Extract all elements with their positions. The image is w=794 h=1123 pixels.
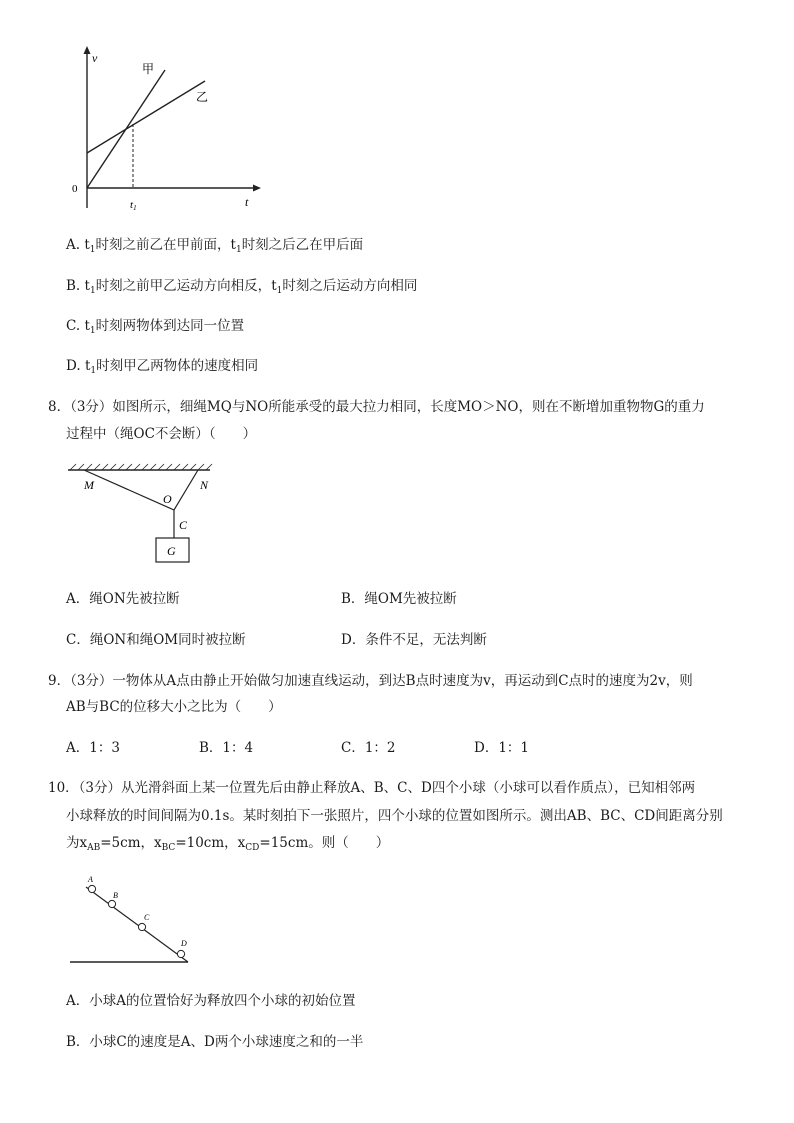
q7-option-a: A. $t_1$时刻之前乙在甲前面，$t_1$时刻之后乙在甲后面 [66,237,364,255]
q9-option-d: D．1：1 [474,740,530,756]
label-b: B [113,891,118,900]
label-m: M [84,478,94,492]
x-axis-label: t [245,195,249,209]
q7-option-c: C. $t_1$时刻两物体到达同一位置 [66,318,245,336]
q8-option-b: B．绳OM先被拉断 [341,591,457,607]
y-axis-label: v [92,51,98,65]
q10-option-a: A．小球A的位置恰好为释放四个小球的初始位置 [66,993,356,1009]
incline-figure [62,870,202,970]
q8-option-c: C．绳ON和绳OM同时被拉断 [66,632,246,648]
x-axis-arrow [253,185,261,192]
q10-stem-line3: 为$x_{AB}=5cm$，$x_{BC}=10cm$，$x_{CD}=15cm$。则（ ） [66,835,390,853]
ball-c [138,923,145,930]
q9-option-a: A．1：3 [66,740,120,756]
label-c: C [144,913,150,922]
q9-stem-line2: AB与BC的位移大小之比为（ ） [66,699,282,715]
y-axis-arrow [84,46,91,54]
line-yi [87,81,205,153]
q8-stem-line1: 8．（3分）如图所示，细绳MQ与NO所能承受的最大拉力相同，长度MO＞NO，则在不断增加重物物G的重力 [48,399,705,415]
q9-stem-line1: 9．（3分）一物体从A点由静止开始做匀加速直线运动，到达B点时速度为v，再运动到C点时的速度为2v，则 [48,673,693,689]
q10-stem-line2: 小球释放的时间间隔为0.1s。某时刻拍下一张照片，四个小球的位置如图所示。测出AB、BC、CD间距离分别 [66,808,723,824]
q10-stem-line1: 10．（3分）从光滑斜面上某一位置先后由静止释放A、B、C、D四个小球（小球可以看作质点），已知相邻两 [48,780,696,796]
q10-option-b: B．小球C的速度是A、D两个小球速度之和的一半 [66,1034,364,1050]
q8-stem-line2: 过程中（绳OC不会断）（ ） [66,426,257,442]
rope-figure [62,460,222,570]
ceiling-hatching [70,464,212,470]
q7-option-b: B. $t_1$时刻之前甲乙运动方向相反，$t_1$时刻之后运动方向相同 [66,278,418,296]
q7-option-d: D. $t_1$时刻甲乙两物体的速度相同 [66,358,259,376]
rope-on [174,470,198,510]
label-a: A [88,875,93,884]
label-c: C [179,518,188,532]
rope-om [84,470,174,510]
incline-line [86,887,188,962]
label-n: N [200,478,209,492]
origin-label: 0 [72,183,78,195]
label-d: D [181,939,187,948]
q9-option-c: C．1：2 [341,740,396,756]
q9-option-b: B．1：4 [199,740,254,756]
ball-a [88,885,95,892]
label-g: G [167,544,176,558]
vt-graph [55,40,275,220]
line-yi-label: 乙 [196,90,209,104]
label-o: O [163,492,172,506]
t1-label: t1 [130,199,137,212]
line-jia-label: 甲 [142,62,155,76]
ball-b [108,900,115,907]
ball-d [177,950,184,957]
q8-option-d: D．条件不足，无法判断 [341,632,487,648]
q8-option-a: A．绳ON先被拉断 [66,591,180,607]
